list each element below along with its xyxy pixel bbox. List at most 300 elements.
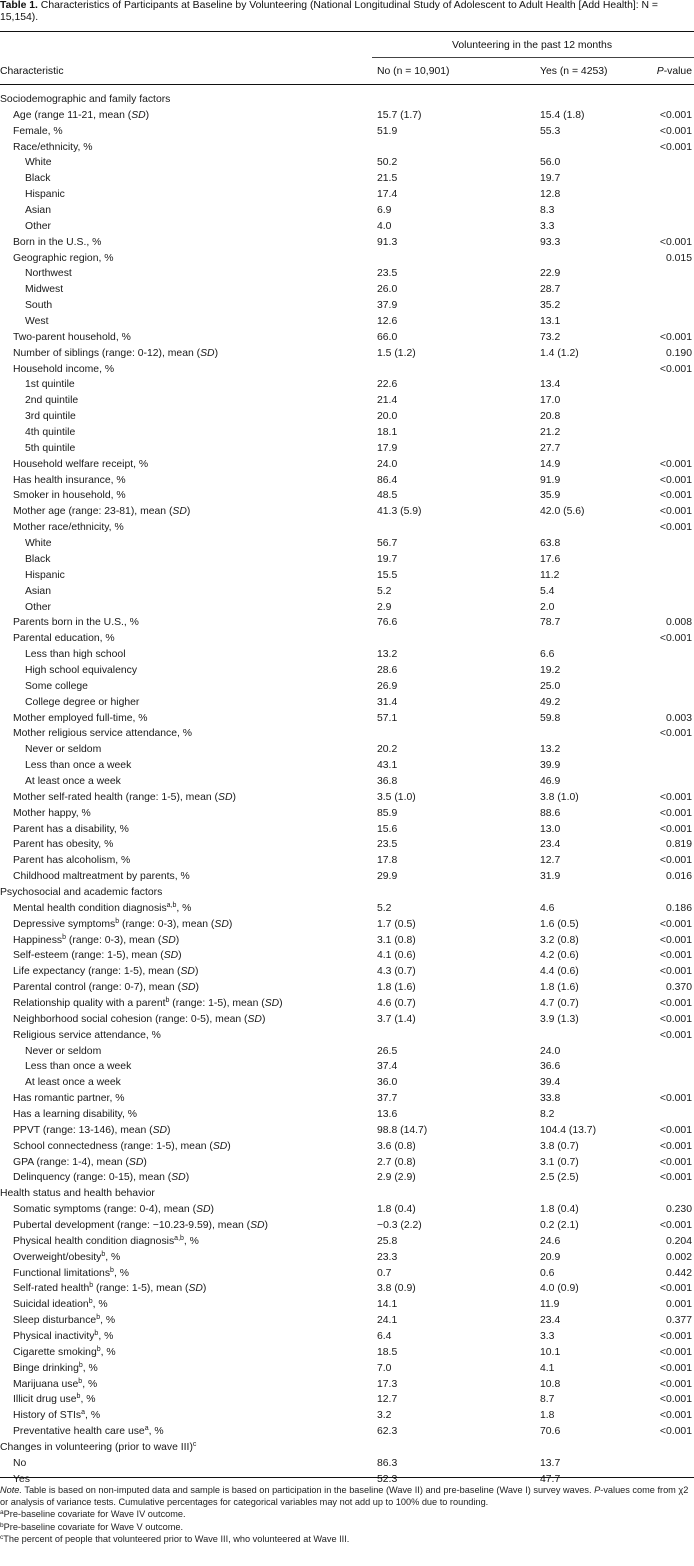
characteristic-cell: [0, 1186, 155, 1202]
p-value-cell: <0.001: [659, 855, 692, 867]
table-row: [0, 964, 694, 980]
label-segment: Relationship quality with a parent: [13, 997, 166, 1009]
yes-value-cell: 3.8 (1.0): [540, 791, 579, 803]
characteristic-cell: [13, 488, 126, 504]
characteristic-cell: [0, 885, 162, 901]
no-value-cell: 23.5: [377, 268, 398, 280]
characteristic-cell: [13, 711, 148, 727]
p-value-cell: 0.370: [665, 982, 692, 994]
characteristic-cell: [13, 933, 179, 949]
characteristic-cell: [13, 837, 113, 853]
section-header-row: [0, 885, 694, 901]
characteristic-cell: [13, 901, 191, 917]
table-row: [0, 1075, 694, 1091]
label-segment: South: [25, 300, 53, 312]
label-segment: ): [195, 982, 199, 994]
label-segment: Household welfare receipt, %: [13, 458, 149, 470]
no-value-cell: 98.8 (14.7): [377, 1124, 428, 1136]
label-segment: Marijuana use: [13, 1378, 79, 1390]
characteristic-cell: [25, 1044, 101, 1060]
table-row: [0, 1377, 694, 1393]
label-segment: Has romantic partner, %: [13, 1093, 125, 1105]
yes-value-cell: 19.7: [540, 173, 561, 185]
yes-value-cell: 31.9: [540, 871, 561, 883]
p-value-cell: 0.819: [665, 839, 692, 851]
table-row: [0, 251, 694, 267]
table-row: [0, 869, 694, 885]
footnote-a: [0, 1508, 692, 1520]
p-value-cell: <0.001: [659, 236, 692, 248]
characteristic-cell: [25, 282, 63, 298]
label-segment: SD: [152, 1124, 168, 1136]
table-row: [0, 933, 694, 949]
yes-value-cell: 22.9: [540, 268, 561, 280]
label-segment: SD: [218, 791, 233, 803]
table-row: [0, 314, 694, 330]
bottom-rule: [0, 1477, 694, 1478]
table-caption: [0, 0, 690, 25]
table-row: [0, 187, 694, 203]
p-value-cell: <0.001: [659, 1410, 692, 1422]
label-segment: , %: [82, 1362, 98, 1374]
label-segment: Cigarette smoking: [13, 1346, 97, 1358]
table-row: [0, 822, 694, 838]
characteristic-cell: [25, 536, 52, 552]
characteristic-cell: [13, 1377, 97, 1393]
yes-value-cell: 13.7: [540, 1457, 561, 1469]
table-row: [0, 1218, 694, 1234]
footnote-marker: b: [165, 996, 170, 1004]
table-row: [0, 837, 694, 853]
table-row: [0, 996, 694, 1012]
p-value-cell: 0.008: [665, 617, 692, 629]
characteristic-cell: [13, 1091, 124, 1107]
yes-value-cell: 55.3: [540, 125, 561, 137]
no-value-cell: 5.2: [377, 585, 392, 597]
characteristic-cell: [13, 980, 199, 996]
footnote-marker: b: [96, 1314, 101, 1322]
table-row: [0, 1202, 694, 1218]
table-row: [0, 1313, 694, 1329]
no-value-cell: 26.5: [377, 1045, 398, 1057]
label-segment: Sociodemographic and family factors: [0, 94, 171, 105]
no-value-cell: 3.6 (0.8): [377, 1140, 416, 1152]
yes-value-cell: 20.8: [540, 411, 561, 423]
label-segment: , %: [98, 1331, 114, 1343]
characteristic-cell: [25, 600, 51, 616]
p-value-cell: <0.001: [659, 331, 692, 343]
label-segment: Other: [25, 601, 51, 613]
p-value-cell: <0.001: [659, 950, 692, 962]
section-header-row: [0, 1186, 694, 1202]
yes-value-cell: 3.3: [540, 220, 555, 232]
yes-value-cell: 5.4: [540, 585, 555, 597]
characteristic-cell: [13, 1218, 268, 1234]
characteristic-cell: [13, 631, 115, 647]
label-segment: Number of siblings (range: 0-12), mean (: [13, 347, 201, 359]
no-value-cell: 37.9: [377, 300, 398, 312]
yes-value-cell: 4.4 (0.6): [540, 966, 579, 978]
no-value-cell: 17.9: [377, 442, 398, 454]
p-value-cell: 0.230: [665, 1204, 692, 1216]
note-paragraph: [0, 1484, 692, 1508]
yes-value-cell: 70.6: [540, 1426, 561, 1438]
characteristic-cell: [25, 187, 65, 203]
no-value-cell: 2.9 (2.9): [377, 1172, 416, 1184]
label-segment: Physical health condition diagnosis: [13, 1235, 175, 1247]
footnote-marker: a,b: [174, 1234, 184, 1242]
yes-value-cell: 20.9: [540, 1251, 561, 1263]
no-value-cell: 86.4: [377, 474, 398, 486]
yes-value-cell: 2.0: [540, 601, 555, 613]
label-segment: White: [25, 538, 52, 550]
label-segment: SD: [264, 997, 280, 1009]
p-value-cell: 0.190: [665, 347, 692, 359]
footnote-marker: c: [192, 1441, 197, 1449]
label-segment: Hispanic: [25, 189, 65, 201]
no-value-cell: 2.9: [377, 601, 392, 613]
label-segment: ): [194, 966, 199, 978]
label-segment: , %: [92, 1299, 108, 1311]
p-value-cell: <0.001: [659, 823, 692, 835]
label-segment: Pubertal development (range: −10.23-9.59), mean (: [13, 1220, 251, 1232]
characteristic-cell: [13, 917, 232, 933]
label-segment: SD: [250, 1220, 265, 1232]
no-value-cell: 20.0: [377, 411, 398, 423]
no-value-cell: 24.0: [377, 458, 398, 470]
characteristic-cell: [25, 552, 50, 568]
label-segment: Other: [25, 220, 51, 232]
no-value-cell: 4.3 (0.7): [377, 966, 416, 978]
label-segment: Parent has alcoholism, %: [13, 855, 131, 867]
characteristic-cell: [13, 1155, 147, 1171]
no-value-cell: 21.5: [377, 173, 398, 185]
label-segment: 4th quintile: [25, 427, 76, 439]
characteristic-cell: [13, 1297, 108, 1313]
yes-value-cell: 4.6: [540, 902, 555, 914]
p-value-cell: <0.001: [659, 966, 692, 978]
label-segment: Health status and health behavior: [0, 1188, 155, 1200]
label-segment: Asian: [25, 585, 51, 597]
label-segment: SD: [200, 347, 215, 359]
p-value-cell: 0.204: [665, 1235, 692, 1247]
label-segment: , %: [82, 1378, 98, 1390]
table-row: [0, 298, 694, 314]
yes-value-cell: 59.8: [540, 712, 561, 724]
table-row: [0, 647, 694, 663]
label-segment: SD: [172, 506, 187, 518]
label-segment: Smoker in household, %: [13, 490, 126, 502]
label-segment: (range: 0-3), mean (: [119, 918, 215, 930]
characteristic-cell: [25, 219, 51, 235]
note-text-a: Table is based on non-imputed data and sample is based on participation in the baseline (Wave II) and pre-baseline (Wave I) survey waves.: [21, 1485, 595, 1495]
no-value-cell: 56.7: [377, 538, 398, 550]
characteristic-cell: [13, 1392, 95, 1408]
characteristic-cell: [25, 774, 121, 790]
yes-value-cell: 78.7: [540, 617, 561, 629]
no-value-cell: 17.4: [377, 189, 398, 201]
table-row: [0, 1250, 694, 1266]
table-row: [0, 219, 694, 235]
table-row: [0, 1123, 694, 1139]
no-value-cell: 37.4: [377, 1061, 398, 1073]
yes-value-cell: 23.4: [540, 839, 561, 851]
no-value-cell: 85.9: [377, 807, 398, 819]
p-value-cell: <0.001: [659, 807, 692, 819]
label-segment: Suicidal ideation: [13, 1299, 89, 1311]
p-value-cell: 0.003: [665, 712, 692, 724]
yes-value-cell: 10.8: [540, 1378, 561, 1390]
yes-value-cell: 11.9: [540, 1299, 560, 1311]
characteristic-cell: [25, 203, 51, 219]
table-row: [0, 235, 694, 251]
yes-value-cell: 8.7: [540, 1394, 555, 1406]
table-row: [0, 330, 694, 346]
characteristic-cell: [13, 1281, 206, 1297]
p-value-cell: <0.001: [659, 506, 692, 518]
table-row: [0, 124, 694, 140]
yes-value-cell: 49.2: [540, 696, 561, 708]
p-value-cell: <0.001: [659, 1093, 692, 1105]
yes-value-cell: 3.2 (0.8): [540, 934, 579, 946]
no-value-cell: 3.7 (1.4): [377, 1013, 416, 1025]
label-segment: ): [232, 791, 236, 803]
no-value-cell: 76.6: [377, 617, 398, 629]
p-value-cell: <0.001: [659, 125, 692, 137]
label-segment: Happiness: [13, 934, 63, 946]
no-value-cell: 20.2: [377, 744, 398, 756]
yes-value-cell: 39.9: [540, 760, 561, 772]
label-segment: Less than once a week: [25, 760, 132, 772]
yes-value-cell: 24.0: [540, 1045, 561, 1057]
yes-value-cell: 3.3: [540, 1331, 555, 1343]
p-value-cell: 0.002: [665, 1251, 692, 1263]
table-row: [0, 1044, 694, 1060]
header-p-value: [657, 66, 692, 78]
characteristic-cell: [13, 504, 190, 520]
no-value-cell: 37.7: [377, 1093, 398, 1105]
characteristic-cell: [25, 663, 137, 679]
label-segment: Mental health condition diagnosis: [13, 902, 167, 914]
label-segment: (range: 0-3), mean (: [66, 934, 162, 946]
label-segment: Less than once a week: [25, 1061, 132, 1073]
table-row: [0, 1408, 694, 1424]
table-row: [0, 266, 694, 282]
no-value-cell: 43.1: [377, 760, 398, 772]
characteristic-cell: [13, 1123, 170, 1139]
label-segment: At least once a week: [25, 1077, 121, 1089]
no-value-cell: 1.5 (1.2): [377, 347, 416, 359]
label-segment: No: [13, 1457, 27, 1469]
yes-value-cell: 13.4: [540, 379, 561, 391]
table-row: [0, 346, 694, 362]
note-text-b: -values come from χ2 or analysis of variance tests. Cumulative percentages for categorical variables may not add up to 100% due to rounding.: [0, 1485, 689, 1508]
characteristic-cell: [13, 362, 114, 378]
no-value-cell: 51.9: [377, 125, 398, 137]
label-segment: SD: [247, 1013, 262, 1025]
p-value-cell: <0.001: [659, 728, 692, 740]
characteristic-cell: [13, 1107, 137, 1123]
table-row: [0, 377, 694, 393]
characteristic-cell: [13, 1345, 116, 1361]
no-value-cell: 4.0: [377, 220, 392, 232]
no-value-cell: 1.8 (1.6): [377, 982, 416, 994]
label-segment: Parent has obesity, %: [13, 839, 114, 851]
header-p-rest: -value: [663, 66, 692, 77]
no-value-cell: 2.7 (0.8): [377, 1156, 416, 1168]
table-row: [0, 1456, 694, 1472]
label-segment: Neighborhood social cohesion (range: 0-5), mean (: [13, 1013, 248, 1025]
label-segment: ): [202, 1283, 207, 1295]
p-value-cell: 0.377: [665, 1315, 692, 1327]
yes-value-cell: 1.8 (1.6): [540, 982, 579, 994]
characteristic-cell: [25, 1059, 131, 1075]
no-value-cell: 6.4: [377, 1331, 392, 1343]
label-segment: ): [185, 1172, 190, 1184]
table-row: [0, 552, 694, 568]
label-segment: Less than high school: [25, 649, 126, 661]
p-value-cell: 0.016: [665, 871, 692, 883]
no-value-cell: 3.8 (0.9): [377, 1283, 416, 1295]
header-p-italic: P: [656, 66, 664, 77]
characteristic-cell: [0, 1440, 196, 1456]
no-value-cell: 18.1: [377, 427, 398, 439]
label-segment: ): [167, 1124, 171, 1136]
yes-value-cell: 28.7: [540, 284, 561, 296]
characteristic-cell: [13, 124, 63, 140]
label-segment: Physical inactivity: [13, 1331, 95, 1343]
characteristic-cell: [25, 393, 78, 409]
label-segment: Race/ethnicity, %: [13, 141, 93, 153]
no-value-cell: 5.2: [377, 902, 392, 914]
label-segment: ): [214, 347, 219, 359]
table-row: [0, 600, 694, 616]
yes-value-cell: 19.2: [540, 664, 561, 676]
characteristic-cell: [13, 1139, 231, 1155]
header-group-label: Volunteering in the past 12 months: [452, 40, 613, 51]
label-segment: Religious service attendance, %: [13, 1029, 161, 1041]
label-segment: SD: [181, 982, 196, 994]
table-row: [0, 1107, 694, 1123]
no-value-cell: 4.1 (0.6): [377, 950, 416, 962]
no-value-cell: 26.9: [377, 680, 398, 692]
table-row: [0, 901, 694, 917]
p-value-cell: <0.001: [659, 490, 692, 502]
yes-value-cell: 2.5 (2.5): [540, 1172, 579, 1184]
note-p-italic: P: [594, 1485, 601, 1495]
label-segment: Has health insurance, %: [13, 474, 126, 486]
characteristic-cell: [13, 1202, 214, 1218]
table-row: [0, 393, 694, 409]
p-value-cell: <0.001: [659, 522, 692, 534]
yes-value-cell: 46.9: [540, 775, 561, 787]
label-segment: Northwest: [25, 268, 72, 280]
no-value-cell: 22.6: [377, 379, 398, 391]
table-row: [0, 1012, 694, 1028]
label-segment: Never or seldom: [25, 1045, 102, 1057]
no-value-cell: 66.0: [377, 331, 398, 343]
label-segment: ): [175, 934, 180, 946]
no-value-cell: 19.7: [377, 553, 398, 565]
yes-value-cell: 10.1: [540, 1346, 561, 1358]
label-segment: Life expectancy (range: 1-5), mean (: [13, 966, 181, 978]
characteristic-cell: [25, 742, 101, 758]
characteristic-cell: [13, 1266, 129, 1282]
label-segment: Parental education, %: [13, 633, 115, 645]
footnote-marker: b: [76, 1393, 81, 1401]
yes-value-cell: 56.0: [540, 157, 561, 169]
p-value-cell: <0.001: [659, 109, 692, 121]
label-segment: (range: 1-5), mean (: [93, 1283, 189, 1295]
no-value-cell: 29.9: [377, 871, 398, 883]
table-row: [0, 1028, 694, 1044]
p-value-cell: <0.001: [659, 1029, 692, 1041]
characteristic-cell: [13, 1170, 189, 1186]
p-value-cell: <0.001: [659, 1426, 692, 1438]
label-segment: , %: [100, 1315, 116, 1327]
p-value-cell: 0.186: [665, 902, 692, 914]
table-row: [0, 1281, 694, 1297]
p-value-cell: <0.001: [659, 141, 692, 153]
table-row: [0, 441, 694, 457]
note-label: Note.: [0, 1485, 22, 1495]
characteristic-cell: [13, 1028, 161, 1044]
footnote-marker: b: [115, 917, 120, 925]
label-segment: Has a learning disability, %: [13, 1109, 137, 1120]
yes-value-cell: 3.9 (1.3): [540, 1013, 579, 1025]
label-segment: Self-rated health: [13, 1283, 90, 1295]
table-row: [0, 488, 694, 504]
label-segment: Preventative health care use: [13, 1426, 145, 1438]
no-value-cell: 28.6: [377, 664, 398, 676]
label-segment: High school equivalency: [25, 664, 138, 676]
footnote-marker: a,b: [166, 901, 177, 909]
characteristic-cell: [13, 473, 126, 489]
table-row: [0, 1424, 694, 1440]
yes-value-cell: 14.9: [540, 458, 561, 470]
label-segment: , %: [183, 1235, 199, 1247]
label-segment: SD: [163, 950, 179, 962]
label-segment: Mother employed full-time, %: [13, 712, 148, 724]
p-value-cell: <0.001: [659, 1220, 692, 1232]
table-row: [0, 853, 694, 869]
footnote-a-mark: a: [0, 1509, 4, 1517]
no-value-cell: 57.1: [377, 712, 398, 724]
label-segment: ): [186, 506, 191, 518]
footnote-marker: b: [101, 1250, 106, 1258]
yes-value-cell: 1.8 (0.4): [540, 1204, 579, 1216]
footnote-c-text: The percent of people that volunteered prior to Wave III, who volunteered at Wave III.: [3, 1533, 350, 1544]
yes-value-cell: 8.2: [540, 1109, 555, 1120]
table-body: [0, 92, 694, 1488]
label-segment: Hispanic: [25, 569, 65, 581]
p-value-cell: <0.001: [659, 918, 692, 930]
characteristic-cell: [13, 948, 182, 964]
footnote-marker: b: [78, 1361, 83, 1369]
table-row: [0, 425, 694, 441]
yes-value-cell: 11.2: [540, 569, 560, 581]
p-value-cell: <0.001: [659, 1331, 692, 1343]
table-row: [0, 504, 694, 520]
characteristic-cell: [25, 647, 126, 663]
table-row: [0, 409, 694, 425]
footnote-marker: b: [88, 1298, 93, 1306]
section-header-row: [0, 92, 694, 108]
label-segment: ): [143, 1156, 147, 1168]
table-row: [0, 520, 694, 536]
p-value-cell: <0.001: [659, 934, 692, 946]
footnote-marker: b: [94, 1330, 99, 1338]
